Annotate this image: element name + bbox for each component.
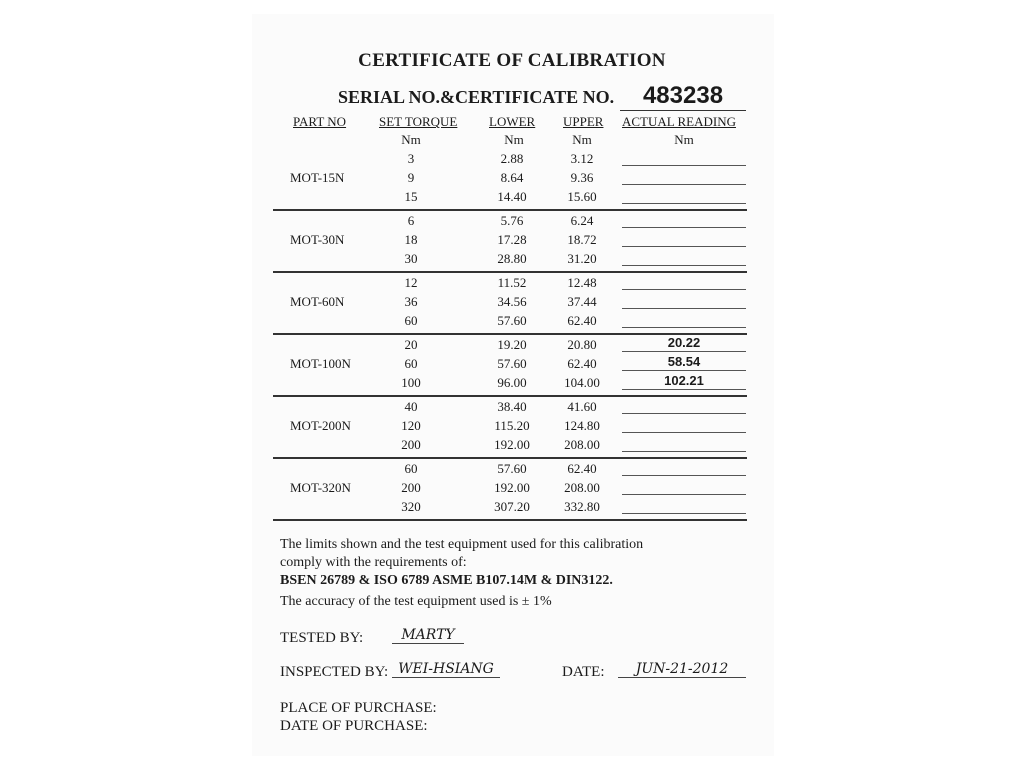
group-separator [273,395,747,397]
tested-by-signature: MARTY [392,627,464,644]
cell-set-torque: 20 [404,337,418,352]
cell-upper: 208.00 [564,437,600,452]
unit-lower: Nm [504,132,524,147]
cell-upper: 15.60 [567,189,597,204]
part-number: MOT-30N [290,232,345,247]
part-number: MOT-15N [290,170,345,185]
actual-reading-line [622,494,746,495]
actual-reading-line [622,246,746,247]
cell-set-torque: 40 [404,399,418,414]
header-actual-reading: ACTUAL READING [622,114,736,129]
cell-lower: 192.00 [494,437,530,452]
cell-actual-reading: 58.54 [667,354,701,369]
unit-actual-reading: Nm [674,132,694,147]
cell-upper: 20.80 [567,337,597,352]
cell-set-torque: 18 [404,232,418,247]
actual-reading-line [622,351,746,352]
serial-number: 483238 [620,82,746,111]
header-set-torque: SET TORQUE [379,114,458,129]
accuracy-statement: The accuracy of the test equipment used is ± 1% [280,594,552,609]
cell-set-torque: 60 [404,313,418,328]
certificate-title: CERTIFICATE OF CALIBRATION [358,50,666,71]
cell-upper: 31.20 [567,251,597,266]
cell-lower: 8.64 [500,170,524,185]
cell-lower: 57.60 [497,356,527,371]
header-upper: UPPER [563,114,604,129]
cell-set-torque: 15 [404,189,418,204]
tested-by-label: TESTED BY: [280,630,364,646]
actual-reading-line [622,513,746,514]
cell-lower: 14.40 [497,189,527,204]
unit-set-torque: Nm [401,132,421,147]
cell-upper: 41.60 [567,399,597,414]
group-separator [273,271,747,273]
cell-upper: 3.12 [570,151,594,166]
cell-lower: 57.60 [497,313,527,328]
place-of-purchase-label: PLACE OF PURCHASE: [280,700,437,716]
actual-reading-line [622,265,746,266]
actual-reading-line [622,184,746,185]
part-number: MOT-200N [290,418,351,433]
part-number: MOT-100N [290,356,351,371]
part-number: MOT-320N [290,480,351,495]
cell-upper: 18.72 [567,232,597,247]
serial-label: SERIAL NO.&CERTIFICATE NO. [338,87,615,107]
group-separator [273,457,747,459]
inspected-by-signature: WEI-HSIANG [392,661,500,678]
cell-set-torque: 12 [404,275,418,290]
actual-reading-line [622,227,746,228]
cell-upper: 62.40 [567,356,597,371]
compliance-line-2: comply with the requirements of: [280,555,467,570]
cell-set-torque: 60 [404,356,418,371]
cell-lower: 96.00 [497,375,527,390]
actual-reading-line [622,389,746,390]
cell-upper: 62.40 [567,461,597,476]
calibration-date: JUN-21-2012 [618,661,746,678]
date-label: DATE: [562,664,605,680]
actual-reading-line [622,327,746,328]
actual-reading-line [622,432,746,433]
actual-reading-line [622,203,746,204]
cell-upper: 6.24 [570,213,594,228]
cell-lower: 5.76 [500,213,524,228]
actual-reading-line [622,308,746,309]
cell-lower: 11.52 [497,275,527,290]
cell-upper: 62.40 [567,313,597,328]
cell-set-torque: 36 [404,294,418,309]
cell-upper: 208.00 [564,480,600,495]
compliance-line-1: The limits shown and the test equipment used for this calibration [280,537,644,552]
cell-lower: 115.20 [494,418,530,433]
part-number: MOT-60N [290,294,345,309]
cell-upper: 12.48 [567,275,597,290]
cell-lower: 19.20 [497,337,527,352]
cell-upper: 9.36 [570,170,594,185]
cell-set-torque: 200 [401,480,421,495]
cell-set-torque: 100 [401,375,421,390]
cell-lower: 17.28 [497,232,527,247]
cell-set-torque: 30 [404,251,418,266]
cell-upper: 37.44 [567,294,597,309]
cell-lower: 57.60 [497,461,527,476]
cell-lower: 28.80 [497,251,527,266]
table-bottom-rule [273,519,747,521]
cell-set-torque: 320 [401,499,421,514]
cell-upper: 104.00 [564,375,600,390]
cell-upper: 332.80 [564,499,600,514]
cell-lower: 307.20 [494,499,530,514]
cell-lower: 38.40 [497,399,527,414]
cell-set-torque: 9 [407,170,415,185]
actual-reading-line [622,413,746,414]
group-separator [273,209,747,211]
actual-reading-line [622,165,746,166]
cell-lower: 192.00 [494,480,530,495]
compliance-standards: BSEN 26789 & ISO 6789 ASME B107.14M & DIN3122. [280,573,613,588]
header-part-no: PART NO [293,114,347,129]
cell-actual-reading: 20.22 [667,335,701,350]
date-of-purchase-label: DATE OF PURCHASE: [280,718,428,734]
actual-reading-line [622,451,746,452]
actual-reading-line [622,289,746,290]
cell-set-torque: 3 [407,151,415,166]
actual-reading-line [622,475,746,476]
actual-reading-line [622,370,746,371]
cell-set-torque: 120 [401,418,421,433]
unit-upper: Nm [572,132,592,147]
cell-set-torque: 200 [401,437,421,452]
cell-set-torque: 6 [407,213,415,228]
cell-actual-reading: 102.21 [664,373,704,388]
cell-set-torque: 60 [404,461,418,476]
cell-lower: 34.56 [497,294,527,309]
cell-lower: 2.88 [500,151,524,166]
cell-upper: 124.80 [564,418,600,433]
header-lower: LOWER [489,114,536,129]
inspected-by-label: INSPECTED BY: [280,664,389,680]
